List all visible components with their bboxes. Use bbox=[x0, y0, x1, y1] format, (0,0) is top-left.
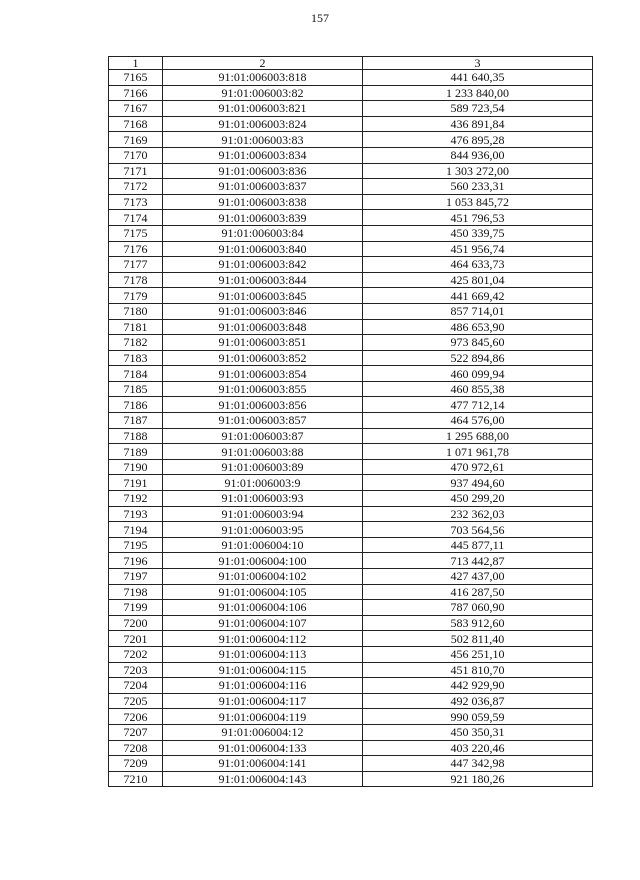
table-row bbox=[109, 70, 593, 86]
row-number-cell: 7194 bbox=[109, 522, 163, 538]
row-number-cell: 7176 bbox=[109, 241, 163, 257]
table-row bbox=[109, 537, 593, 553]
cadastral-number-cell: 91:01:006004:113 bbox=[163, 646, 363, 662]
row-number-cell: 7186 bbox=[109, 397, 163, 413]
value-cell: 477 712,14 bbox=[363, 397, 593, 413]
value-cell: 583 912,60 bbox=[363, 615, 593, 631]
column-header-3: 3 bbox=[363, 57, 593, 70]
value-cell: 973 845,60 bbox=[363, 335, 593, 351]
table-row bbox=[109, 194, 593, 210]
cadastral-number-cell: 91:01:006003:834 bbox=[163, 147, 363, 163]
row-number-cell: 7187 bbox=[109, 413, 163, 429]
table-row bbox=[109, 210, 593, 226]
cadastral-number-cell: 91:01:006003:94 bbox=[163, 506, 363, 522]
table-row bbox=[109, 724, 593, 740]
cadastral-number-cell: 91:01:006003:857 bbox=[163, 413, 363, 429]
cadastral-number-cell: 91:01:006004:112 bbox=[163, 631, 363, 647]
cadastral-number-cell: 91:01:006004:106 bbox=[163, 600, 363, 616]
table-row bbox=[109, 771, 593, 787]
table-row bbox=[109, 413, 593, 429]
value-cell: 450 350,31 bbox=[363, 724, 593, 740]
cadastral-number-cell: 91:01:006003:846 bbox=[163, 303, 363, 319]
row-number-cell: 7170 bbox=[109, 147, 163, 163]
row-number-cell: 7173 bbox=[109, 194, 163, 210]
cadastral-number-cell: 91:01:006003:842 bbox=[163, 257, 363, 273]
cadastral-number-cell: 91:01:006004:133 bbox=[163, 740, 363, 756]
value-cell: 787 060,90 bbox=[363, 600, 593, 616]
value-cell: 486 653,90 bbox=[363, 319, 593, 335]
cadastral-number-cell: 91:01:006003:84 bbox=[163, 225, 363, 241]
cadastral-number-cell: 91:01:006004:115 bbox=[163, 662, 363, 678]
value-cell: 476 895,28 bbox=[363, 132, 593, 148]
cadastral-number-cell: 91:01:006003:82 bbox=[163, 85, 363, 101]
row-number-cell: 7196 bbox=[109, 553, 163, 569]
table-row bbox=[109, 491, 593, 507]
row-number-cell: 7191 bbox=[109, 475, 163, 491]
cadastral-number-cell: 91:01:006003:95 bbox=[163, 522, 363, 538]
table-row bbox=[109, 303, 593, 319]
table-row bbox=[109, 335, 593, 351]
value-cell: 450 299,20 bbox=[363, 491, 593, 507]
row-number-cell: 7200 bbox=[109, 615, 163, 631]
value-cell: 451 810,70 bbox=[363, 662, 593, 678]
table-row bbox=[109, 147, 593, 163]
cadastral-number-cell: 91:01:006003:856 bbox=[163, 397, 363, 413]
row-number-cell: 7207 bbox=[109, 724, 163, 740]
row-number-cell: 7171 bbox=[109, 163, 163, 179]
cadastral-number-cell: 91:01:006003:821 bbox=[163, 101, 363, 117]
value-cell: 921 180,26 bbox=[363, 771, 593, 787]
cadastral-number-cell: 91:01:006003:844 bbox=[163, 272, 363, 288]
cadastral-number-cell: 91:01:006004:116 bbox=[163, 678, 363, 694]
value-cell: 1 071 961,78 bbox=[363, 444, 593, 460]
row-number-cell: 7177 bbox=[109, 257, 163, 273]
cadastral-number-cell: 91:01:006003:852 bbox=[163, 350, 363, 366]
data-table bbox=[108, 56, 593, 787]
row-number-cell: 7198 bbox=[109, 584, 163, 600]
table-row bbox=[109, 319, 593, 335]
row-number-cell: 7189 bbox=[109, 444, 163, 460]
cadastral-number-cell: 91:01:006003:840 bbox=[163, 241, 363, 257]
row-number-cell: 7172 bbox=[109, 179, 163, 195]
cadastral-number-cell: 91:01:006003:83 bbox=[163, 132, 363, 148]
cadastral-number-cell: 91:01:006004:141 bbox=[163, 756, 363, 772]
row-number-cell: 7192 bbox=[109, 491, 163, 507]
value-cell: 464 576,00 bbox=[363, 413, 593, 429]
row-number-cell: 7202 bbox=[109, 646, 163, 662]
cadastral-number-cell: 91:01:006003:855 bbox=[163, 381, 363, 397]
value-cell: 1 233 840,00 bbox=[363, 85, 593, 101]
table-row bbox=[109, 756, 593, 772]
table-row bbox=[109, 600, 593, 616]
row-number-cell: 7197 bbox=[109, 569, 163, 585]
cadastral-number-cell: 91:01:006003:89 bbox=[163, 459, 363, 475]
table-row bbox=[109, 428, 593, 444]
table-row bbox=[109, 662, 593, 678]
cadastral-number-cell: 91:01:006004:100 bbox=[163, 553, 363, 569]
row-number-cell: 7182 bbox=[109, 335, 163, 351]
value-cell: 1 053 845,72 bbox=[363, 194, 593, 210]
cadastral-number-cell: 91:01:006003:9 bbox=[163, 475, 363, 491]
row-number-cell: 7184 bbox=[109, 366, 163, 382]
row-number-cell: 7183 bbox=[109, 350, 163, 366]
table-row bbox=[109, 709, 593, 725]
cadastral-number-cell: 91:01:006003:87 bbox=[163, 428, 363, 444]
table-row bbox=[109, 350, 593, 366]
value-cell: 441 669,42 bbox=[363, 288, 593, 304]
value-cell: 445 877,11 bbox=[363, 537, 593, 553]
value-cell: 427 437,00 bbox=[363, 569, 593, 585]
row-number-cell: 7201 bbox=[109, 631, 163, 647]
cadastral-number-cell: 91:01:006003:851 bbox=[163, 335, 363, 351]
value-cell: 441 640,35 bbox=[363, 70, 593, 86]
value-cell: 232 362,03 bbox=[363, 506, 593, 522]
page-number: 157 bbox=[311, 11, 329, 25]
row-number-cell: 7206 bbox=[109, 709, 163, 725]
row-number-cell: 7204 bbox=[109, 678, 163, 694]
row-number-cell: 7181 bbox=[109, 319, 163, 335]
row-number-cell: 7203 bbox=[109, 662, 163, 678]
table-row bbox=[109, 85, 593, 101]
value-cell: 456 251,10 bbox=[363, 646, 593, 662]
row-number-cell: 7210 bbox=[109, 771, 163, 787]
table-row bbox=[109, 444, 593, 460]
value-cell: 937 494,60 bbox=[363, 475, 593, 491]
table-row bbox=[109, 569, 593, 585]
row-number-cell: 7193 bbox=[109, 506, 163, 522]
row-number-cell: 7180 bbox=[109, 303, 163, 319]
table-row bbox=[109, 631, 593, 647]
cadastral-number-cell: 91:01:006004:10 bbox=[163, 537, 363, 553]
table-row bbox=[109, 522, 593, 538]
table-row bbox=[109, 553, 593, 569]
table-row bbox=[109, 740, 593, 756]
table-row bbox=[109, 693, 593, 709]
table-row bbox=[109, 257, 593, 273]
cadastral-number-cell: 91:01:006003:848 bbox=[163, 319, 363, 335]
value-cell: 1 295 688,00 bbox=[363, 428, 593, 444]
value-cell: 470 972,61 bbox=[363, 459, 593, 475]
table-row bbox=[109, 678, 593, 694]
cadastral-number-cell: 91:01:006003:845 bbox=[163, 288, 363, 304]
value-cell: 447 342,98 bbox=[363, 756, 593, 772]
row-number-cell: 7209 bbox=[109, 756, 163, 772]
cadastral-number-cell: 91:01:006003:837 bbox=[163, 179, 363, 195]
table-row bbox=[109, 179, 593, 195]
row-number-cell: 7179 bbox=[109, 288, 163, 304]
row-number-cell: 7205 bbox=[109, 693, 163, 709]
value-cell: 451 956,74 bbox=[363, 241, 593, 257]
cadastral-number-cell: 91:01:006003:854 bbox=[163, 366, 363, 382]
row-number-cell: 7178 bbox=[109, 272, 163, 288]
value-cell: 713 442,87 bbox=[363, 553, 593, 569]
row-number-cell: 7168 bbox=[109, 116, 163, 132]
value-cell: 451 796,53 bbox=[363, 210, 593, 226]
header-row bbox=[109, 57, 593, 70]
row-number-cell: 7175 bbox=[109, 225, 163, 241]
cadastral-number-cell: 91:01:006003:818 bbox=[163, 70, 363, 86]
value-cell: 460 855,38 bbox=[363, 381, 593, 397]
cadastral-number-cell: 91:01:006003:838 bbox=[163, 194, 363, 210]
cadastral-number-cell: 91:01:006004:117 bbox=[163, 693, 363, 709]
value-cell: 560 233,31 bbox=[363, 179, 593, 195]
value-cell: 502 811,40 bbox=[363, 631, 593, 647]
column-header-2: 2 bbox=[163, 57, 363, 70]
cadastral-number-cell: 91:01:006003:88 bbox=[163, 444, 363, 460]
table-row bbox=[109, 584, 593, 600]
value-cell: 403 220,46 bbox=[363, 740, 593, 756]
table-row bbox=[109, 225, 593, 241]
table-row bbox=[109, 475, 593, 491]
table-row bbox=[109, 163, 593, 179]
value-cell: 460 099,94 bbox=[363, 366, 593, 382]
table-row bbox=[109, 101, 593, 117]
cadastral-number-cell: 91:01:006003:836 bbox=[163, 163, 363, 179]
table-row bbox=[109, 381, 593, 397]
value-cell: 492 036,87 bbox=[363, 693, 593, 709]
value-cell: 844 936,00 bbox=[363, 147, 593, 163]
value-cell: 450 339,75 bbox=[363, 225, 593, 241]
cadastral-number-cell: 91:01:006004:102 bbox=[163, 569, 363, 585]
row-number-cell: 7208 bbox=[109, 740, 163, 756]
column-header-1: 1 bbox=[109, 57, 163, 70]
value-cell: 522 894,86 bbox=[363, 350, 593, 366]
table-row bbox=[109, 288, 593, 304]
table-row bbox=[109, 397, 593, 413]
row-number-cell: 7190 bbox=[109, 459, 163, 475]
row-number-cell: 7166 bbox=[109, 85, 163, 101]
table-row bbox=[109, 615, 593, 631]
value-cell: 464 633,73 bbox=[363, 257, 593, 273]
table-row bbox=[109, 116, 593, 132]
value-cell: 425 801,04 bbox=[363, 272, 593, 288]
cadastral-number-cell: 91:01:006004:119 bbox=[163, 709, 363, 725]
row-number-cell: 7174 bbox=[109, 210, 163, 226]
value-cell: 857 714,01 bbox=[363, 303, 593, 319]
value-cell: 990 059,59 bbox=[363, 709, 593, 725]
value-cell: 703 564,56 bbox=[363, 522, 593, 538]
row-number-cell: 7169 bbox=[109, 132, 163, 148]
row-number-cell: 7167 bbox=[109, 101, 163, 117]
table-row bbox=[109, 272, 593, 288]
cadastral-number-cell: 91:01:006003:824 bbox=[163, 116, 363, 132]
table-row bbox=[109, 366, 593, 382]
row-number-cell: 7165 bbox=[109, 70, 163, 86]
table-body bbox=[109, 70, 593, 787]
cadastral-number-cell: 91:01:006003:839 bbox=[163, 210, 363, 226]
cadastral-number-cell: 91:01:006003:93 bbox=[163, 491, 363, 507]
value-cell: 436 891,84 bbox=[363, 116, 593, 132]
cadastral-number-cell: 91:01:006004:105 bbox=[163, 584, 363, 600]
value-cell: 589 723,54 bbox=[363, 101, 593, 117]
table-header bbox=[109, 57, 593, 70]
value-cell: 416 287,50 bbox=[363, 584, 593, 600]
row-number-cell: 7199 bbox=[109, 600, 163, 616]
value-cell: 442 929,90 bbox=[363, 678, 593, 694]
cadastral-number-cell: 91:01:006004:143 bbox=[163, 771, 363, 787]
table-row bbox=[109, 459, 593, 475]
table-row bbox=[109, 241, 593, 257]
table-row bbox=[109, 506, 593, 522]
row-number-cell: 7195 bbox=[109, 537, 163, 553]
table-row bbox=[109, 646, 593, 662]
table-row bbox=[109, 132, 593, 148]
cadastral-number-cell: 91:01:006004:107 bbox=[163, 615, 363, 631]
value-cell: 1 303 272,00 bbox=[363, 163, 593, 179]
row-number-cell: 7185 bbox=[109, 381, 163, 397]
cadastral-number-cell: 91:01:006004:12 bbox=[163, 724, 363, 740]
row-number-cell: 7188 bbox=[109, 428, 163, 444]
